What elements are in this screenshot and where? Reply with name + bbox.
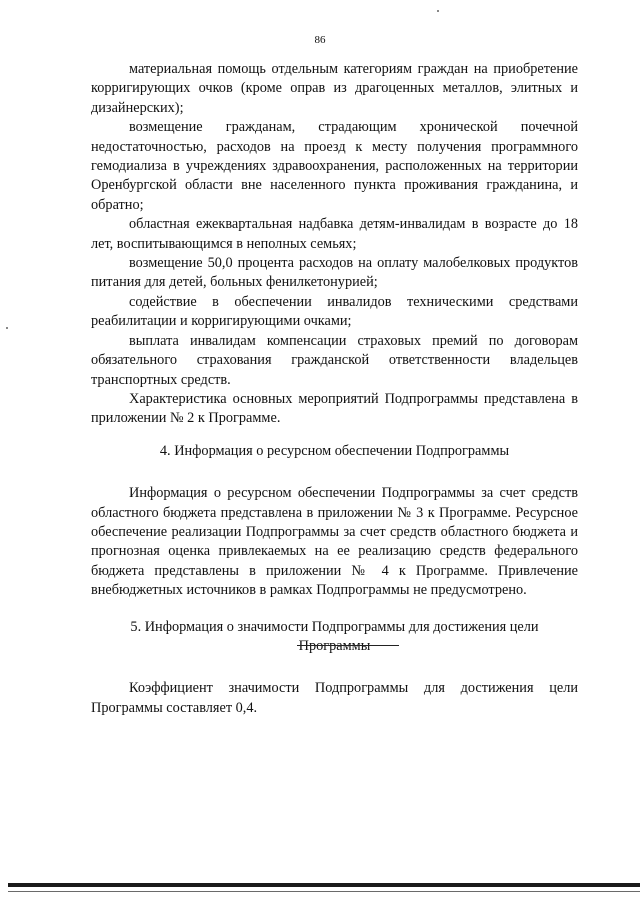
scan-speck: [437, 10, 439, 12]
section-5-heading-line-1: 5. Информация о значимости Подпрограммы для достижения цели: [130, 618, 539, 635]
list-item: возмещение гражданам, страдающим хронической почечной недостаточностью, расходов на проезд к месту получения программного гемодиализа в учреждениях здравоохранения, расположенных на территории Оренбургской области вне населенного пункта проживания гражданина, и обратно;: [91, 119, 578, 213]
section-5-paragraph: Коэффициент значимости Подпрограммы для достижения цели Программы составляет 0,4.: [91, 680, 578, 716]
list-item: содействие в обеспечении инвалидов техническими средствами реабилитации и корригирующими очками;: [91, 293, 578, 330]
characteristics-paragraph: Характеристика основных мероприятий Подпрограммы представлена в приложении № 2 к Программе.: [91, 390, 578, 427]
list-item: выплата инвалидам компенсации страховых премий по договорам обязательного страхования гражданской ответственности владельцев транспортных средств.: [91, 332, 578, 388]
section-4-heading: 4. Информация о ресурсном обеспечении Подпрограммы: [159, 442, 510, 459]
document-body: [91, 60, 578, 718]
list-item: материальная помощь отдельным категориям граждан на приобретение корригирующих очков (кроме оправ из драгоценных металлов, элитных и дизайнерских);: [91, 61, 578, 116]
section-4-paragraph: Информация о ресурсном обеспечении Подпрограммы за счет средств областного бюджета представлена в приложении № 3 к Программе. Ресурсное обеспечение реализации Подпрограммы за счет средств областного бюджета и прогнозная оценка привлекаемых на ее реализацию средств федерального бюджета представлены в приложении № 4 к Программе. Привлечение внебюджетных источников в рамках Подпрограммы не предусмотрено.: [91, 485, 578, 599]
scan-bottom-edge-thin: [8, 891, 640, 892]
scan-bottom-edge: [8, 883, 640, 887]
end-of-text-rule: [297, 645, 399, 646]
scan-speck: [6, 327, 8, 329]
section-5-heading-line-2: Программы: [298, 637, 371, 654]
page-number: 86: [314, 34, 326, 46]
list-item: областная ежеквартальная надбавка детям-инвалидам в возрасте до 18 лет, воспитывающимся в неполных семьях;: [91, 216, 578, 252]
section-5-heading: [91, 618, 578, 657]
list-item: возмещение 50,0 процента расходов на оплату малобелковых продуктов питания для детей, больных фенилкетонурией;: [91, 255, 578, 291]
